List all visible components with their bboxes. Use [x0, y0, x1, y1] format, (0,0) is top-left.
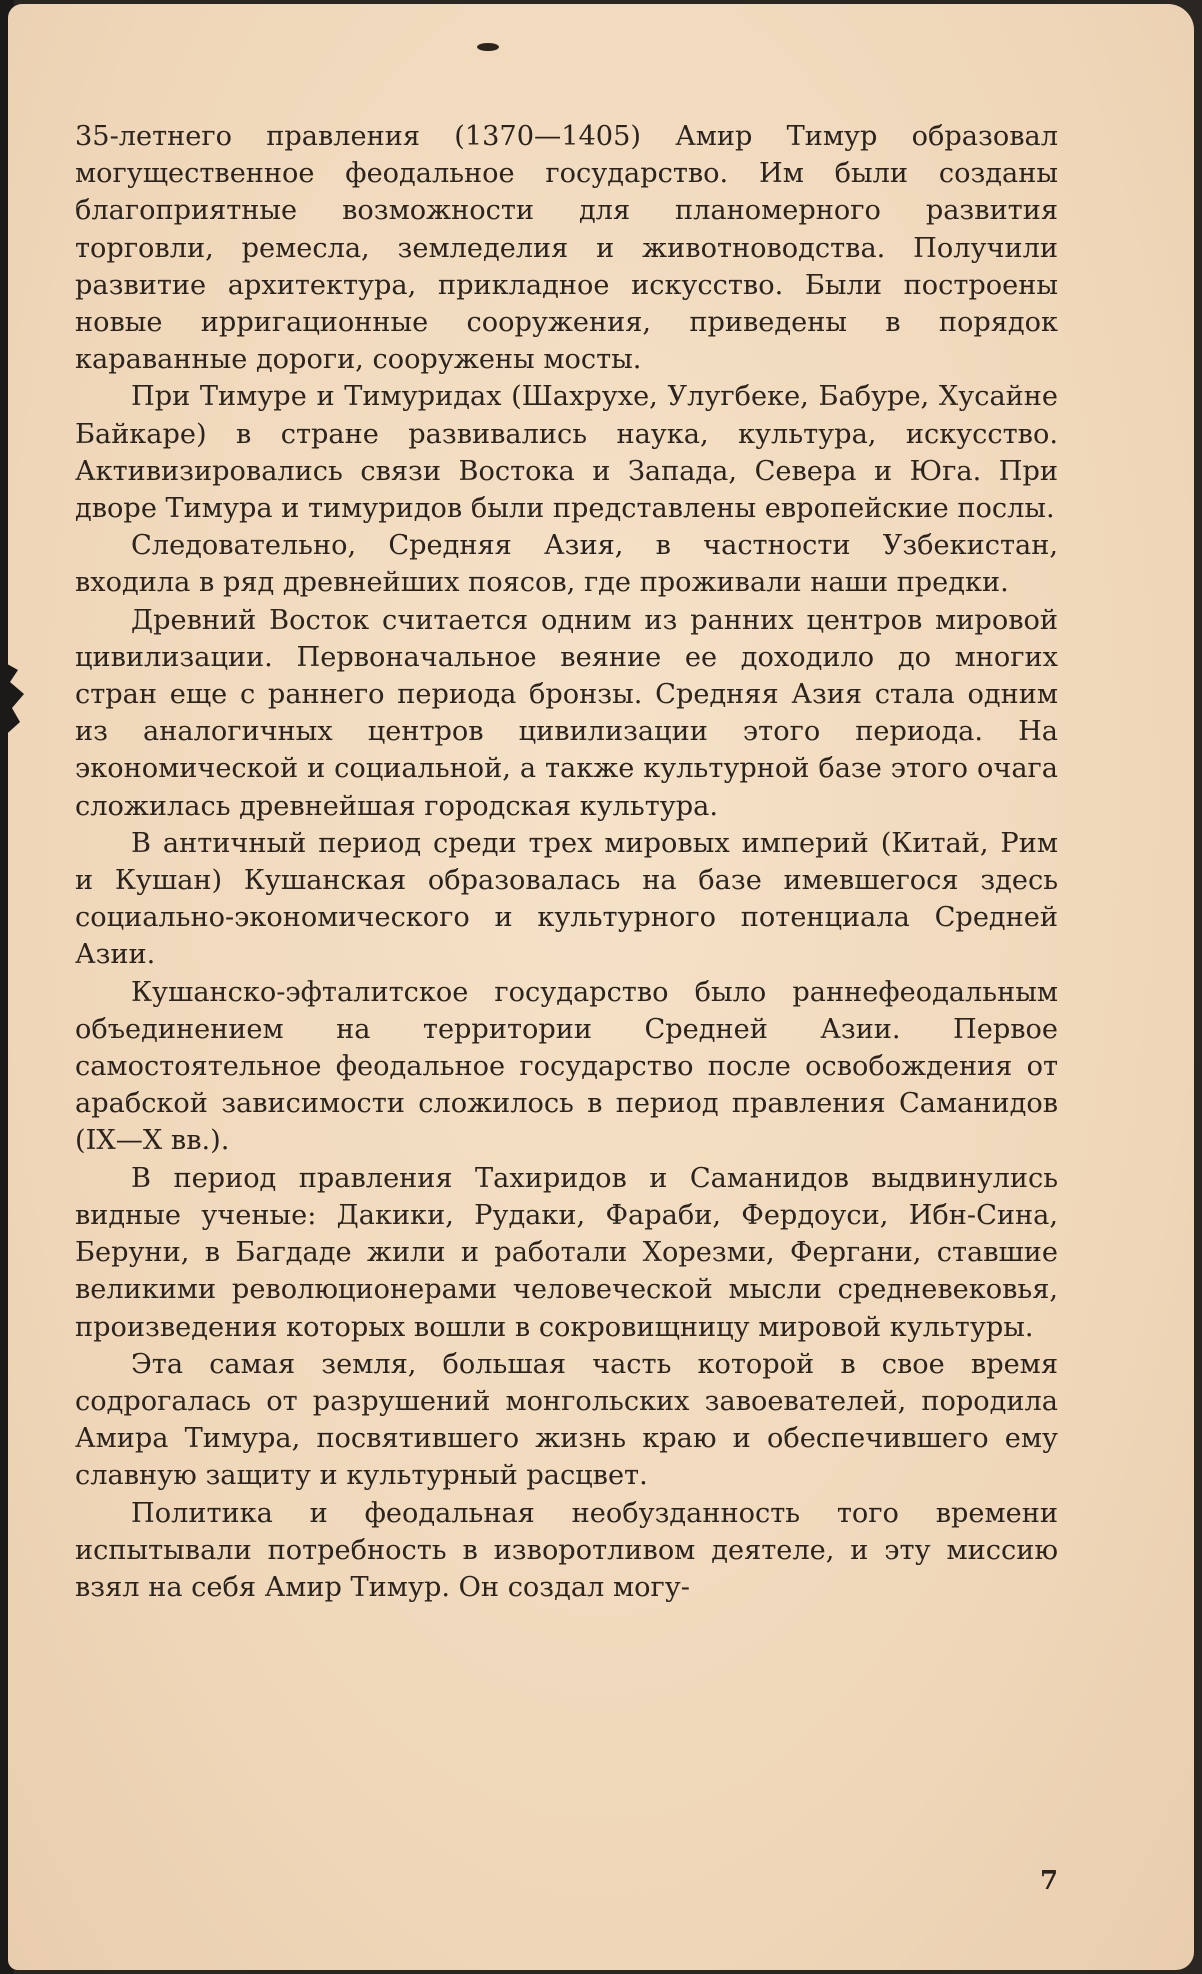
paragraph: Древний Восток считается одним из ранних центров мировой цивилизации. Первоначальное веяние ее доходило до многих стран еще с раннего периода бронзы. Средняя Азия стала одним из аналогичных центров цивилизации этого периода. На экономической и социальной, а также культурной базе этого очага сложилась древнейшая городская культура.: [75, 604, 1058, 822]
page-number: 7: [1040, 1866, 1059, 1896]
paragraph: Кушанско-эфталитское государство было раннефеодальным объединением на территории Средней Азии. Первое самостоятельное феодальное государство после освобождения от арабской зависимости сложилось в период правления Саманидов (IX—X вв.).: [75, 976, 1058, 1157]
paragraph: Следовательно, Средняя Азия, в частности Узбекистан, входила в ряд древнейших поясов, где проживали наши предки.: [75, 530, 1058, 599]
paragraph: 35-летнего правления (1370—1405) Амир Тимур образовал могущественное феодальное государство. Им были созданы благоприятные возможности для планомерного развития торговли, ремесла, земледелия и животноводства. Получили развитие архитектура, прикладное искусство. Были построены новые ирригационные сооружения, приведены в порядок караванные дороги, сооружены мосты.: [75, 121, 1058, 376]
ink-blot: [474, 40, 504, 54]
paragraph: Эта самая земля, большая часть которой в свое время содрогалась от разрушений монгольских завоевателей, породила Амира Тимура, посвятившего жизнь краю и обеспечившего ему славную защиту и культурный расцвет.: [75, 1348, 1058, 1492]
paragraph: Политика и феодальная необузданность того времени испытывали потребность в изворотливом деятеле, и эту миссию взял на себя Амир Тимур. Он создал могу-: [75, 1497, 1058, 1603]
page-body-text: [75, 118, 1058, 1606]
paragraph: При Тимуре и Тимуридах (Шахрухе, Улугбеке, Бабуре, Хусайне Байкаре) в стране развивались наука, культура, искусство. Активизировались связи Востока и Запада, Севера и Юга. При дворе Тимура и тимуридов были представлены европейские послы.: [75, 381, 1058, 525]
page-tear-mark: [0, 660, 40, 740]
paragraph: В античный период среди трех мировых империй (Китай, Рим и Кушан) Кушанская образовалась на базе имевшегося здесь социально-экономического и культурного потенциала Средней Азии.: [75, 827, 1058, 971]
paragraph: В период правления Тахиридов и Саманидов выдвинулись видные ученые: Дакики, Рудаки, Фараби, Фердоуси, Ибн-Сина, Беруни, в Багдаде жили и работали Хорезми, Фергани, ставшие великими революционерами человеческой мысли средневековья, произведения которых вошли в сокровищницу мировой культуры.: [75, 1162, 1058, 1343]
